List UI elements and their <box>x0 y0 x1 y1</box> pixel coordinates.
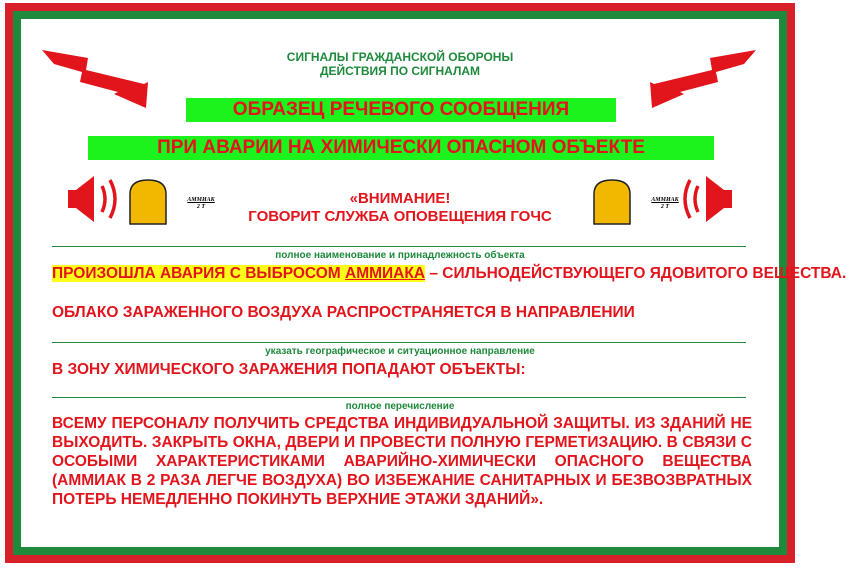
fill-in-line-object <box>52 246 746 247</box>
caption-direction: указать географическое и ситуационное направление <box>265 346 535 357</box>
fill-in-line-list <box>52 397 746 398</box>
header-line-1: СИГНАЛЫ ГРАЖДАНСКОЙ ОБОРОНЫ <box>286 50 514 64</box>
loudspeaker-right-icon <box>680 172 734 226</box>
announcement-line-1: «ВНИМАНИЕ! <box>349 190 451 207</box>
title-band-1: ОБРАЗЕЦ РЕЧЕВОГО СООБЩЕНИЯ <box>186 98 616 122</box>
title-band-2: ПРИ АВАРИИ НА ХИМИЧЕСКИ ОПАСНОМ ОБЪЕКТЕ <box>88 136 714 160</box>
zone-objects-text: В ЗОНУ ХИМИЧЕСКОГО ЗАРАЖЕНИЯ ПОПАДАЮТ ОБЪЕКТЫ: <box>52 361 526 378</box>
ammonia-sign-left-sub: 2 Т <box>196 204 206 210</box>
accident-prefix: ПРОИЗОШЛА АВАРИЯ С ВЫБРОСОМ <box>52 265 341 282</box>
instructions-text: ВСЕМУ ПЕРСОНАЛУ ПОЛУЧИТЬ СРЕДСТВА ИНДИВИДУАЛЬНОЙ ЗАЩИТЫ. ИЗ ЗДАНИЙ НЕ ВЫХОДИТЬ. ЗАКРЫТЬ ОКНА, ДВЕРИ И ПРОВЕСТИ ПОЛНУЮ ГЕРМЕТИЗАЦИЮ. В СВЯЗИ С ОСОБЫМИ ХАРАКТЕРИСТИКАМИ АВАРИЙНО-ХИМИЧЕСКИ ОПАСНОГО ВЕЩЕСТВА (АММИАК В 2 РАЗА ЛЕГЧЕ ВОЗДУХА) ВО ИЗБЕЖАНИЕ САНИТАРНЫХ И БЕЗВОЗВРАТНЫХ ПОТЕРЬ НЕМЕДЛЕННО ПОКИНУТЬ ВЕРХНИЕ ЭТАЖИ ЗДАНИЙ». <box>52 415 752 508</box>
accident-line-1 <box>52 264 846 283</box>
ammonia-sign-right-label: АММИАК <box>651 197 679 203</box>
fill-in-line-direction <box>52 342 746 343</box>
caption-object: полное наименование и принадлежность объекта <box>275 250 525 261</box>
substance-name: АММИАКА <box>345 265 426 282</box>
header-line-2: ДЕЙСТВИЯ ПО СИГНАЛАМ <box>319 64 481 78</box>
loudspeaker-left-icon <box>66 172 120 226</box>
ammonia-sign-right-sub: 2 Т <box>660 204 670 210</box>
cloud-direction-text: ОБЛАКО ЗАРАЖЕННОГО ВОЗДУХА РАСПРОСТРАНЯЕТСЯ В НАПРАВЛЕНИИ <box>52 304 635 321</box>
ammonia-sign-right <box>648 197 682 211</box>
siren-dome-left-icon <box>128 178 168 226</box>
accident-suffix: – СИЛЬНОДЕЙСТВУЮЩЕГО ЯДОВИТОГО ВЕЩЕСТВА. <box>425 265 846 282</box>
caption-list: полное перечисление <box>345 401 455 412</box>
ammonia-sign-left-label: АММИАК <box>187 197 215 203</box>
accident-message <box>52 264 846 283</box>
announcement-line-2: ГОВОРИТ СЛУЖБА ОПОВЕЩЕНИЯ ГОЧС <box>248 208 552 225</box>
